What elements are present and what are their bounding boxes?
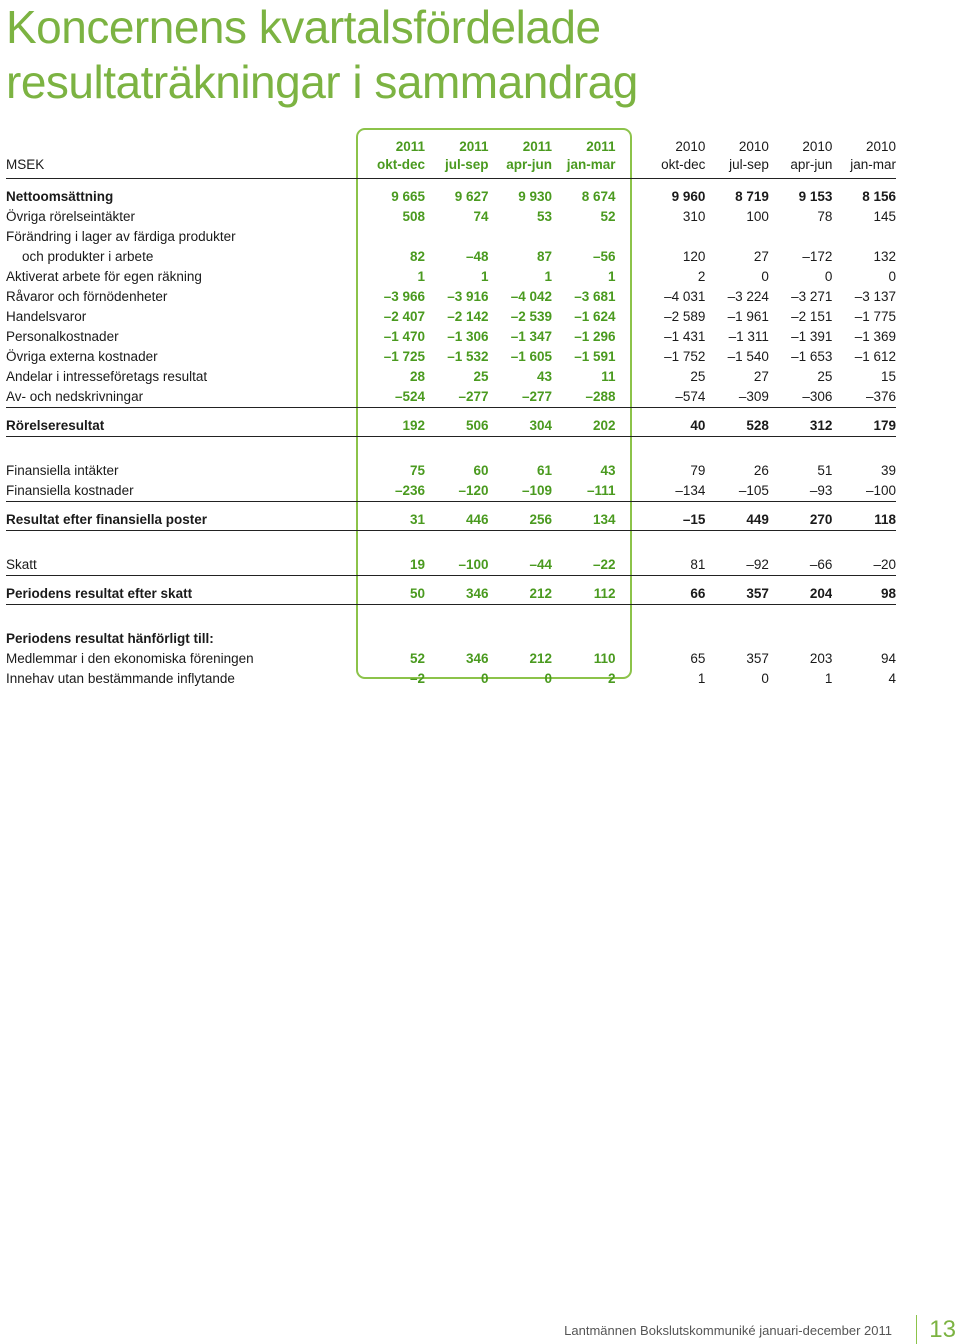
table-row [6,461,896,481]
value-cell: –4 031 [664,289,706,304]
table-row [6,307,896,327]
value-cell: –172 [802,249,833,264]
header-year: 2010 [738,139,769,154]
table-row [6,347,896,367]
value-cell: 449 [705,510,768,531]
value-cell: 51 [817,463,833,478]
empty-cell [362,227,425,247]
value-cell: –3 137 [854,289,896,304]
value-cell: 256 [489,510,552,531]
value-cell: 15 [880,369,896,384]
value-cell: –1 470 [383,329,426,344]
footer-publication: Lantmännen Bokslutskommuniké januari-december 2011 [564,1323,892,1338]
row-label: Övriga externa kostnader [6,349,158,364]
value-cell: 506 [425,416,488,437]
value-cell: 0 [824,269,833,284]
value-cell: –1 296 [574,329,616,344]
value-cell: –2 142 [447,309,489,324]
header-year: 2010 [675,139,706,154]
value-cell: 270 [769,510,832,531]
value-cell: 0 [761,269,769,284]
value-cell: 1 [697,671,706,686]
value-cell: 9 665 [391,189,426,204]
value-cell: –309 [705,387,768,408]
value-cell: –2 151 [791,309,833,324]
empty-cell [362,629,425,649]
row-label: Handelsvaror [6,309,87,324]
value-cell: –3 681 [574,289,616,304]
value-cell: –1 347 [510,329,553,344]
page-title [6,0,638,110]
header-period: apr-jun [489,156,552,179]
header-period: jul-sep [705,156,768,179]
row-spacer [6,605,896,630]
value-cell: –306 [769,387,832,408]
value-cell: –1 591 [574,349,616,364]
value-cell: 134 [552,510,615,531]
empty-cell [705,629,768,649]
row-spacer [6,437,896,462]
column-gap [616,584,642,605]
value-cell: 346 [466,651,489,666]
value-cell: 120 [682,249,706,264]
table-row [6,629,896,649]
value-cell: 39 [880,463,896,478]
value-cell: 202 [552,416,615,437]
value-cell: 304 [489,416,552,437]
value-cell: 203 [809,651,833,666]
column-gap [616,649,642,669]
value-cell: 66 [642,584,705,605]
row-label: Periodens resultat hänförligt till: [6,631,214,646]
header-period: jul-sep [425,156,488,179]
column-gap [616,307,642,327]
value-cell: –1 431 [664,329,706,344]
value-cell: –3 916 [447,289,489,304]
header-period: jan-mar [832,156,896,179]
value-cell: 52 [600,209,616,224]
value-cell: 357 [705,584,768,605]
page-number: 13 [916,1315,956,1344]
empty-cell [642,227,705,247]
value-cell: –574 [642,387,705,408]
table-row [6,669,896,689]
column-gap [616,247,642,267]
value-cell: 0 [761,671,769,686]
row-label: Finansiella kostnader [6,481,362,502]
row-label: Innehav utan bestämmande inflytande [6,671,235,686]
value-cell: –236 [362,481,425,502]
header-year: 2010 [865,139,896,154]
value-cell: 11 [601,369,616,384]
value-cell: 40 [642,416,705,437]
table-row [6,267,896,287]
value-cell: 87 [537,249,553,264]
value-cell: –22 [552,555,615,576]
empty-cell [552,227,615,247]
header-year: 2011 [459,139,489,154]
value-cell: 112 [552,584,615,605]
value-cell: –1 532 [447,349,489,364]
header-year: 2010 [802,139,833,154]
value-cell: 357 [746,651,769,666]
row-label: Andelar i intresseföretags resultat [6,369,208,384]
value-cell: 26 [753,463,769,478]
value-cell: 1 [608,269,616,284]
row-spacer [6,531,896,556]
value-cell: 25 [473,369,489,384]
value-cell: 27 [753,249,769,264]
column-gap [616,287,642,307]
table-row [6,481,896,502]
value-cell: –2 [410,671,426,686]
value-cell: –100 [832,481,896,502]
value-cell: –1 775 [854,309,896,324]
column-gap [616,156,642,179]
table-row [6,227,896,247]
empty-cell [552,629,615,649]
value-cell: 9 930 [518,189,553,204]
value-cell: 74 [473,209,489,224]
empty-cell [616,629,642,649]
empty-cell [832,629,896,649]
value-cell: 212 [529,651,553,666]
empty-cell [616,227,642,247]
spacer-cell [6,605,896,630]
value-cell: 82 [410,249,426,264]
value-cell: –1 306 [447,329,489,344]
table-row [6,187,896,207]
table-row [6,584,896,605]
value-cell: 53 [537,209,553,224]
row-label: Råvaror och förnödenheter [6,289,168,304]
value-cell: 192 [362,416,425,437]
value-cell: 100 [746,209,769,224]
value-cell: –134 [642,481,705,502]
empty-cell [425,227,488,247]
value-cell: 4 [888,671,896,686]
value-cell: –3 966 [383,289,426,304]
value-cell: 446 [425,510,488,531]
value-cell: 346 [425,584,488,605]
row-label: Resultat efter finansiella poster [6,510,362,531]
value-cell: 65 [690,651,706,666]
header-period: okt-dec [362,156,425,179]
row-label: Periodens resultat efter skatt [6,584,362,605]
empty-cell [642,629,705,649]
value-cell: –1 605 [510,349,553,364]
header-year-row [6,138,896,156]
column-gap [616,510,642,531]
value-cell: –44 [489,555,552,576]
column-gap [616,387,642,408]
value-cell: –111 [552,481,615,502]
table-row [6,327,896,347]
spacer-cell [6,502,896,511]
value-cell: –277 [489,387,552,408]
value-cell: 81 [642,555,705,576]
value-cell: 145 [873,209,896,224]
row-label: Aktiverat arbete för egen räkning [6,269,202,284]
value-cell: –1 653 [791,349,833,364]
value-cell: 9 960 [671,189,706,204]
value-cell: 179 [832,416,896,437]
value-cell: –1 961 [727,309,769,324]
value-cell: 310 [682,209,706,224]
title-line-1: Koncernens kvartalsfördelade [6,1,601,53]
row-label: Skatt [6,555,362,576]
value-cell: 0 [544,671,553,686]
row-label: Medlemmar i den ekonomiska föreningen [6,651,254,666]
value-cell: –2 589 [664,309,706,324]
value-cell: –524 [362,387,425,408]
value-cell: 75 [410,463,426,478]
column-gap [616,267,642,287]
value-cell: –120 [425,481,488,502]
row-spacer [6,179,896,188]
value-cell: 94 [880,651,896,666]
value-cell: 0 [481,671,489,686]
value-cell: 27 [753,369,769,384]
value-cell: –4 042 [510,289,553,304]
header-year: 2011 [395,139,426,154]
row-label: Nettoomsättning [6,189,114,204]
table-row [6,510,896,531]
row-spacer [6,502,896,511]
row-label: Övriga rörelseintäkter [6,209,136,224]
income-statement-table [6,138,896,689]
column-gap [616,555,642,576]
value-cell: –66 [769,555,832,576]
value-cell: –93 [769,481,832,502]
spacer-cell [6,531,896,556]
value-cell: –105 [705,481,768,502]
table-row [6,367,896,387]
table-row [6,555,896,576]
value-cell: 43 [537,369,553,384]
column-gap [616,669,642,689]
spacer-cell [6,179,896,188]
value-cell: –3 224 [727,289,769,304]
empty-cell [832,227,896,247]
column-gap [616,138,642,156]
column-gap [616,416,642,437]
value-cell: 8 719 [735,189,769,204]
header-period-row [6,156,896,179]
header-blank [6,138,362,156]
value-cell: 19 [362,555,425,576]
value-cell: –1 369 [854,329,896,344]
value-cell: 312 [769,416,832,437]
header-year: 2011 [586,139,616,154]
row-spacer [6,576,896,585]
value-cell: 1 [824,671,833,686]
empty-cell [705,227,768,247]
value-cell: 132 [873,249,896,264]
value-cell: –2 407 [383,309,426,324]
column-gap [616,481,642,502]
value-cell: 50 [362,584,425,605]
value-cell: 0 [888,269,896,284]
value-cell: –1 752 [664,349,706,364]
value-cell: –56 [592,249,616,264]
value-cell: 528 [705,416,768,437]
value-cell: 1 [544,269,553,284]
value-cell: –2 539 [510,309,553,324]
column-gap [616,461,642,481]
value-cell: 118 [832,510,896,531]
empty-cell [769,227,832,247]
value-cell: –1 311 [728,329,769,344]
column-gap [616,327,642,347]
row-label: Rörelseresultat [6,416,362,437]
row-label: och produkter i arbete [22,249,154,264]
value-cell: 508 [402,209,426,224]
spacer-cell [6,576,896,585]
value-cell: –288 [552,387,615,408]
value-cell: 1 [481,269,489,284]
value-cell: 61 [537,463,553,478]
value-cell: 98 [832,584,896,605]
value-cell: 8 674 [581,189,616,204]
value-cell: 25 [817,369,833,384]
header-period: apr-jun [769,156,832,179]
value-cell: 110 [593,651,616,666]
value-cell: –3 271 [791,289,833,304]
row-spacer [6,408,896,417]
column-gap [616,207,642,227]
empty-cell [489,227,552,247]
value-cell: 1 [417,269,426,284]
value-cell: –48 [466,249,489,264]
value-cell: –92 [705,555,768,576]
value-cell: –15 [642,510,705,531]
table-row [6,387,896,408]
column-gap [616,367,642,387]
table-row [6,207,896,227]
header-period: jan-mar [552,156,615,179]
row-label: Förändring i lager av färdiga produkter [6,229,236,244]
value-cell: 31 [362,510,425,531]
value-cell: 2 [697,269,706,284]
header-period: okt-dec [642,156,705,179]
value-cell: 8 156 [862,189,896,204]
value-cell: 2 [608,671,616,686]
value-cell: 60 [473,463,489,478]
table-row [6,247,896,267]
empty-cell [769,629,832,649]
value-cell: 25 [690,369,706,384]
spacer-cell [6,437,896,462]
empty-cell [489,629,552,649]
value-cell: 43 [600,463,616,478]
value-cell: –277 [425,387,488,408]
table-row [6,287,896,307]
value-cell: 9 153 [798,189,833,204]
header-year: 2011 [522,139,553,154]
value-cell: –109 [489,481,552,502]
value-cell: –100 [425,555,488,576]
table-row [6,649,896,669]
value-cell: 212 [489,584,552,605]
value-cell: 28 [410,369,426,384]
value-cell: 9 627 [454,189,489,204]
table-row [6,416,896,437]
value-cell: –20 [832,555,896,576]
value-cell: –1 725 [383,349,426,364]
value-cell: 79 [690,463,706,478]
value-cell: –1 612 [854,349,896,364]
value-cell: –376 [832,387,896,408]
value-cell: –1 391 [791,329,833,344]
value-cell: –1 540 [727,349,769,364]
column-gap [616,347,642,367]
value-cell: 204 [769,584,832,605]
row-label: Personalkostnader [6,329,119,344]
row-label: Finansiella intäkter [6,463,119,478]
unit-label: MSEK [6,156,362,179]
value-cell: –1 624 [574,309,616,324]
column-gap [616,187,642,207]
value-cell: 52 [410,651,426,666]
row-label: Av- och nedskrivningar [6,387,362,408]
spacer-cell [6,408,896,417]
empty-cell [425,629,488,649]
value-cell: 78 [817,209,833,224]
title-line-2: resultaträkningar i sammandrag [6,56,638,108]
